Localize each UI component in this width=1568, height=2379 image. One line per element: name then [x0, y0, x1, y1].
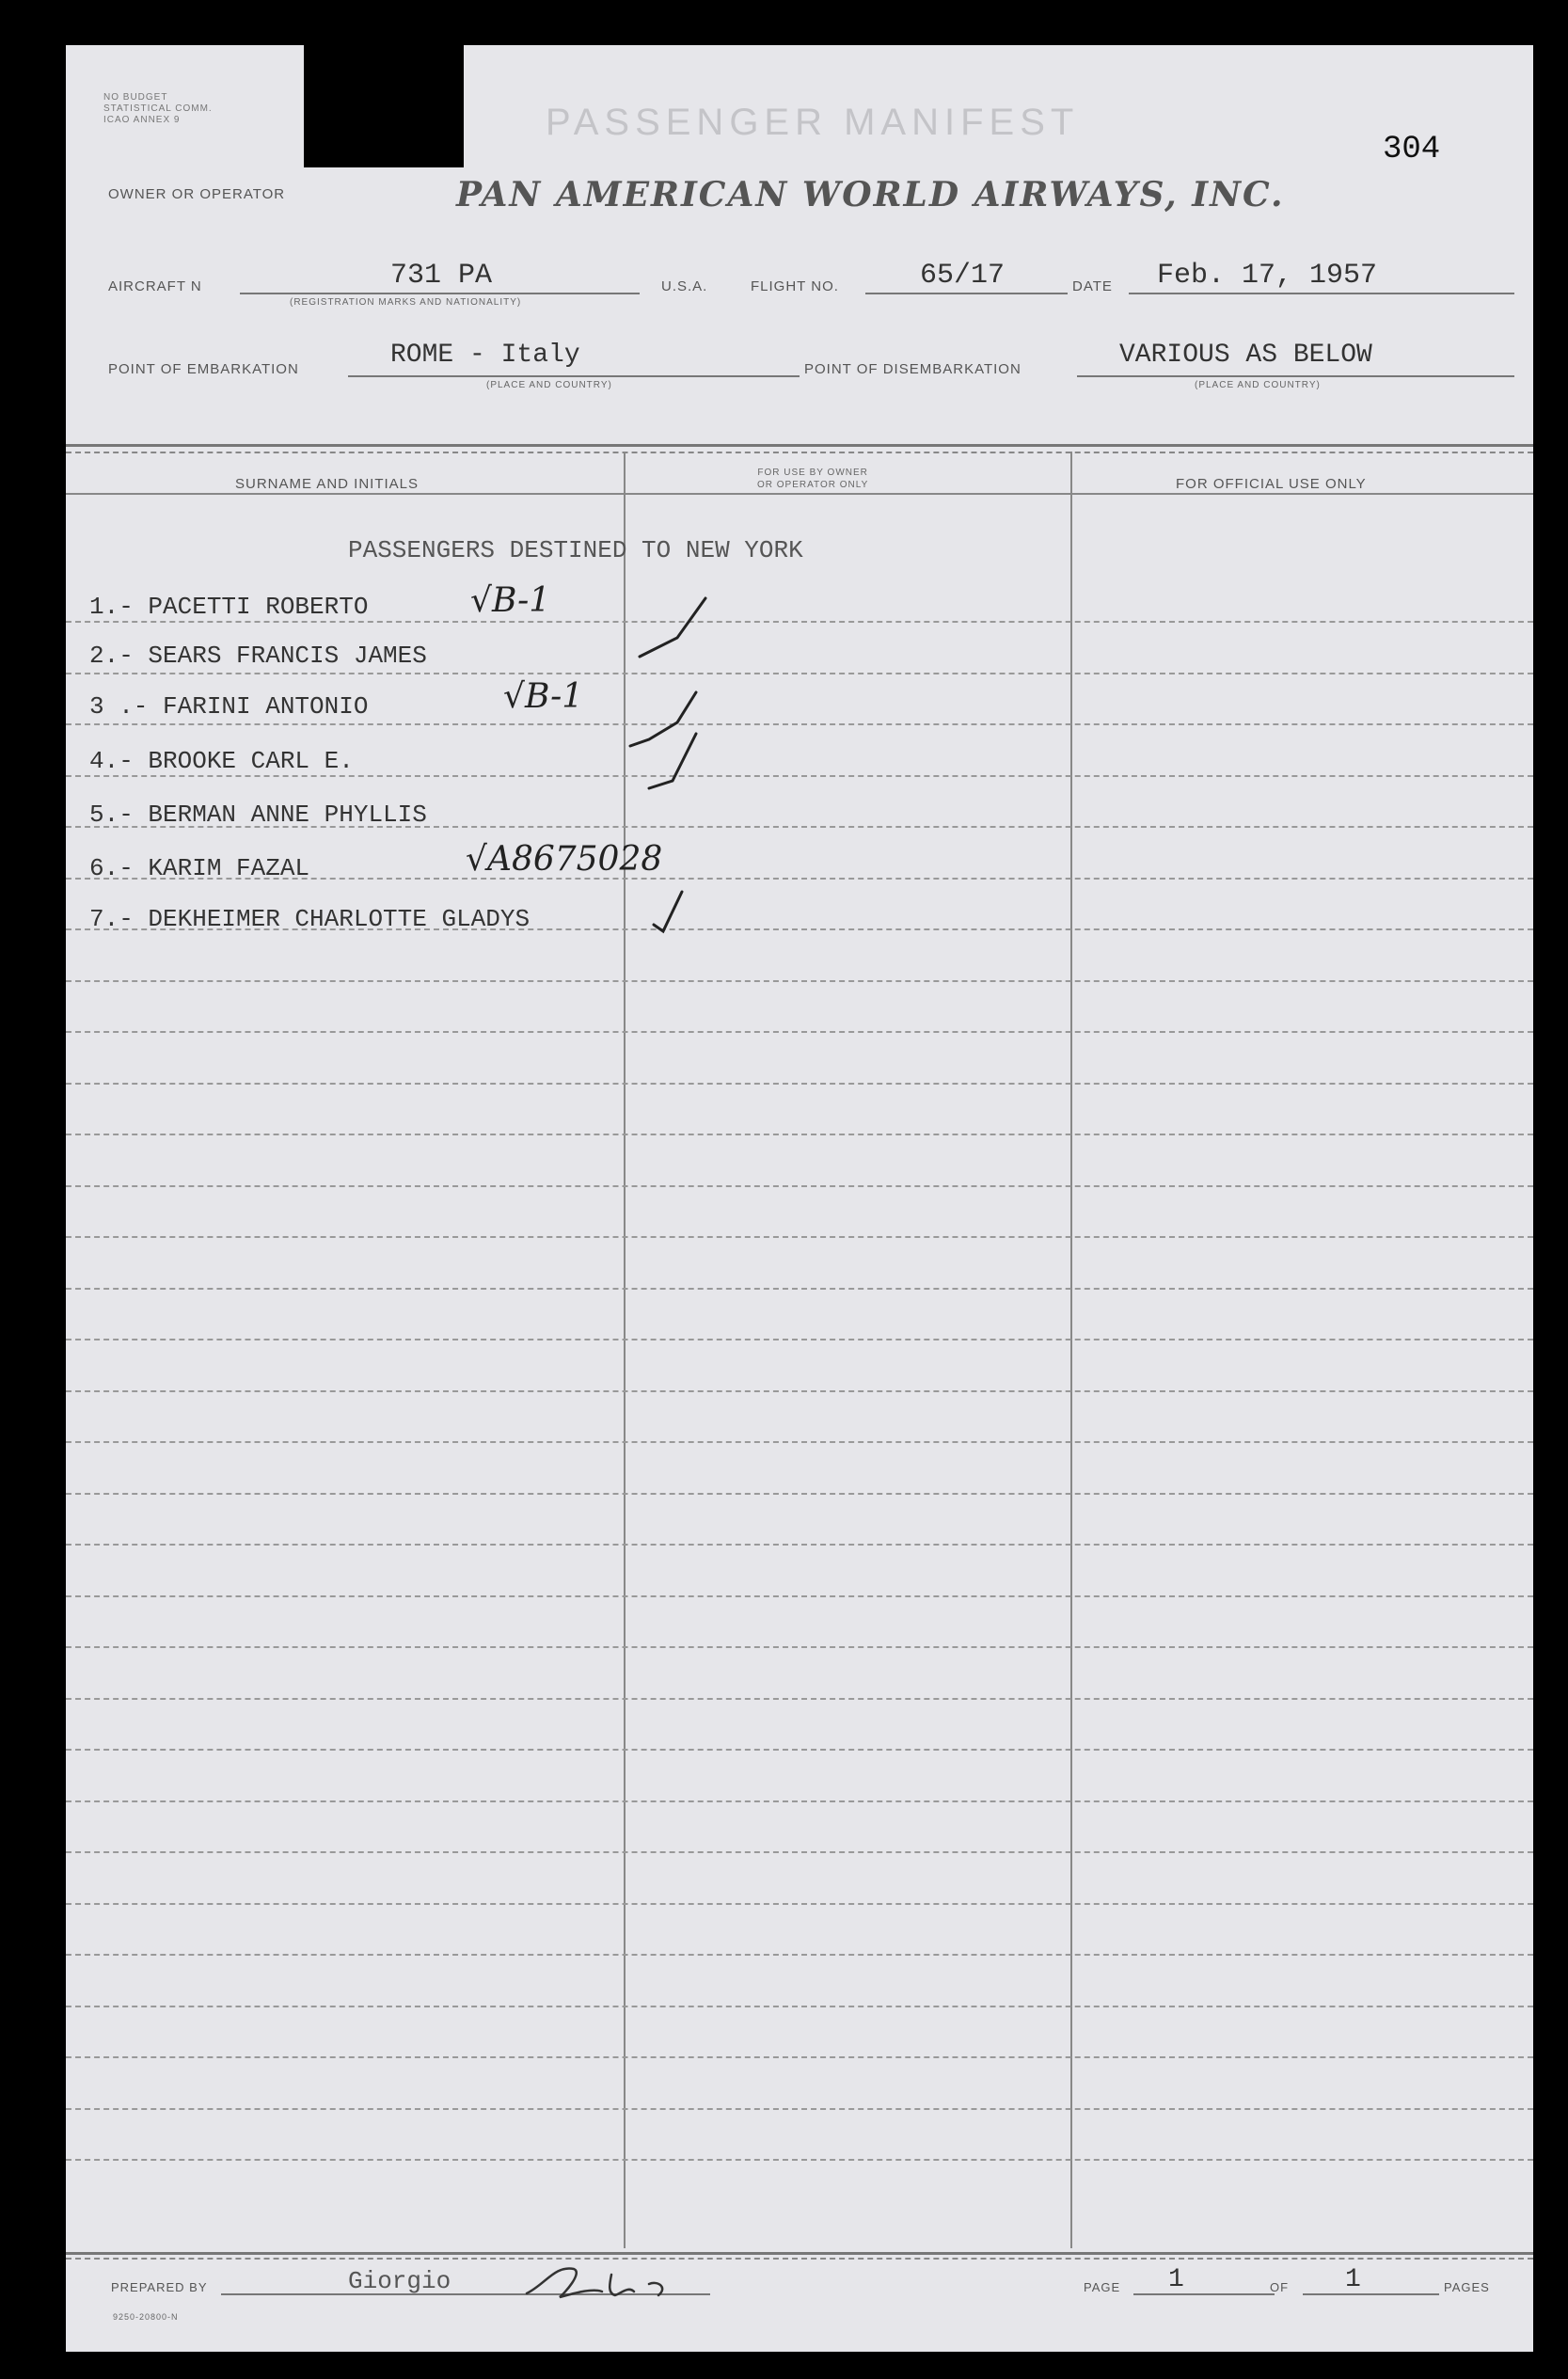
form-code: NO BUDGET STATISTICAL COMM. ICAO ANNEX 9: [103, 92, 213, 125]
column-header-surname: SURNAME AND INITIALS: [235, 476, 420, 492]
rule-line: [66, 775, 1533, 777]
rule-line: [66, 1954, 1533, 1956]
pages-label: PAGES: [1444, 2280, 1490, 2294]
owner-label: OWNER OR OPERATOR: [108, 186, 286, 202]
passenger-row: 5.- BERMAN ANNE PHYLLIS: [89, 801, 427, 829]
owner-value: PAN AMERICAN WORLD AIRWAYS, INC.: [456, 175, 1285, 214]
flight-value: 65/17: [920, 260, 1006, 292]
torn-corner: [304, 45, 464, 167]
column-header-owner-use: FOR USE BY OWNER OR OPERATOR ONLY: [757, 468, 869, 490]
date-value: Feb. 17, 1957: [1157, 260, 1378, 292]
passenger-note: √A8675028: [466, 840, 663, 879]
aircraft-value: 731 PA: [390, 260, 493, 292]
rule-line: [66, 1903, 1533, 1905]
rule-line: [66, 1031, 1533, 1033]
section-heading: PASSENGERS DESTINED TO NEW YORK: [348, 536, 803, 564]
passenger-row: 6.- KARIM FAZAL: [89, 854, 310, 882]
passenger-row: 7.- DEKHEIMER CHARLOTTE GLADYS: [89, 905, 531, 933]
of-value: 1: [1345, 2265, 1361, 2294]
rule-line: [66, 1749, 1533, 1751]
rule-line: [66, 2006, 1533, 2007]
passenger-note: √B-1: [470, 581, 551, 620]
aircraft-sublabel: (REGISTRATION MARKS AND NATIONALITY): [290, 297, 522, 308]
rule-line: [66, 1851, 1533, 1853]
rule-line: [66, 2108, 1533, 2110]
embarkation-value: ROME - Italy: [390, 341, 580, 370]
print-code: 9250-20800-N: [113, 2312, 179, 2322]
rule-line: [66, 1236, 1533, 1238]
rule-line: [66, 2056, 1533, 2058]
rule-line: [66, 1441, 1533, 1443]
manifest-sheet: [66, 45, 1533, 2352]
rule-line: [66, 1390, 1533, 1392]
aircraft-label: AIRCRAFT N: [108, 278, 202, 294]
rule-line: [66, 1288, 1533, 1290]
rule-line: [66, 1646, 1533, 1648]
rule-line: [66, 1800, 1533, 1802]
embarkation-label: POINT OF EMBARKATION: [108, 361, 299, 377]
usa-label: U.S.A.: [661, 278, 708, 294]
prepared-by-label: PREPARED BY: [111, 2280, 208, 2294]
form-title: PASSENGER MANIFEST: [546, 102, 1080, 143]
rule-line: [66, 1339, 1533, 1340]
passenger-row: 2.- SEARS FRANCIS JAMES: [89, 642, 427, 670]
flight-label: FLIGHT NO.: [751, 278, 839, 294]
page-number-stamp: 304: [1383, 132, 1441, 167]
rule-line: [66, 1185, 1533, 1187]
rule-line: [66, 2159, 1533, 2161]
disembarkation-value: VARIOUS AS BELOW: [1119, 341, 1372, 370]
page-value: 1: [1168, 2265, 1184, 2294]
column-header-official-use: FOR OFFICIAL USE ONLY: [1176, 476, 1367, 492]
rule-line: [66, 1698, 1533, 1700]
rule-line: [66, 1493, 1533, 1495]
disembarkation-sublabel: (PLACE AND COUNTRY): [1195, 380, 1321, 390]
date-label: DATE: [1072, 278, 1113, 294]
embarkation-sublabel: (PLACE AND COUNTRY): [486, 380, 612, 390]
rule-line: [66, 723, 1533, 725]
page-label: PAGE: [1084, 2280, 1121, 2294]
rule-line: [66, 1134, 1533, 1135]
passenger-row: 4.- BROOKE CARL E.: [89, 747, 354, 775]
disembarkation-label: POINT OF DISEMBARKATION: [804, 361, 1022, 377]
rule-line: [66, 673, 1533, 674]
passenger-row: 1.- PACETTI ROBERTO: [89, 593, 369, 621]
rule-line: [66, 1083, 1533, 1085]
check-marks: [574, 572, 762, 986]
passenger-note: √B-1: [503, 677, 584, 716]
passenger-row: 3 .- FARINI ANTONIO: [89, 692, 369, 721]
prepared-by-value: Giorgio: [348, 2267, 451, 2295]
signature: [517, 2256, 705, 2312]
rule-line: [66, 980, 1533, 982]
rule-line: [66, 1544, 1533, 1546]
rule-line: [66, 1595, 1533, 1597]
of-label: OF: [1270, 2280, 1290, 2294]
rule-line: [66, 621, 1533, 623]
